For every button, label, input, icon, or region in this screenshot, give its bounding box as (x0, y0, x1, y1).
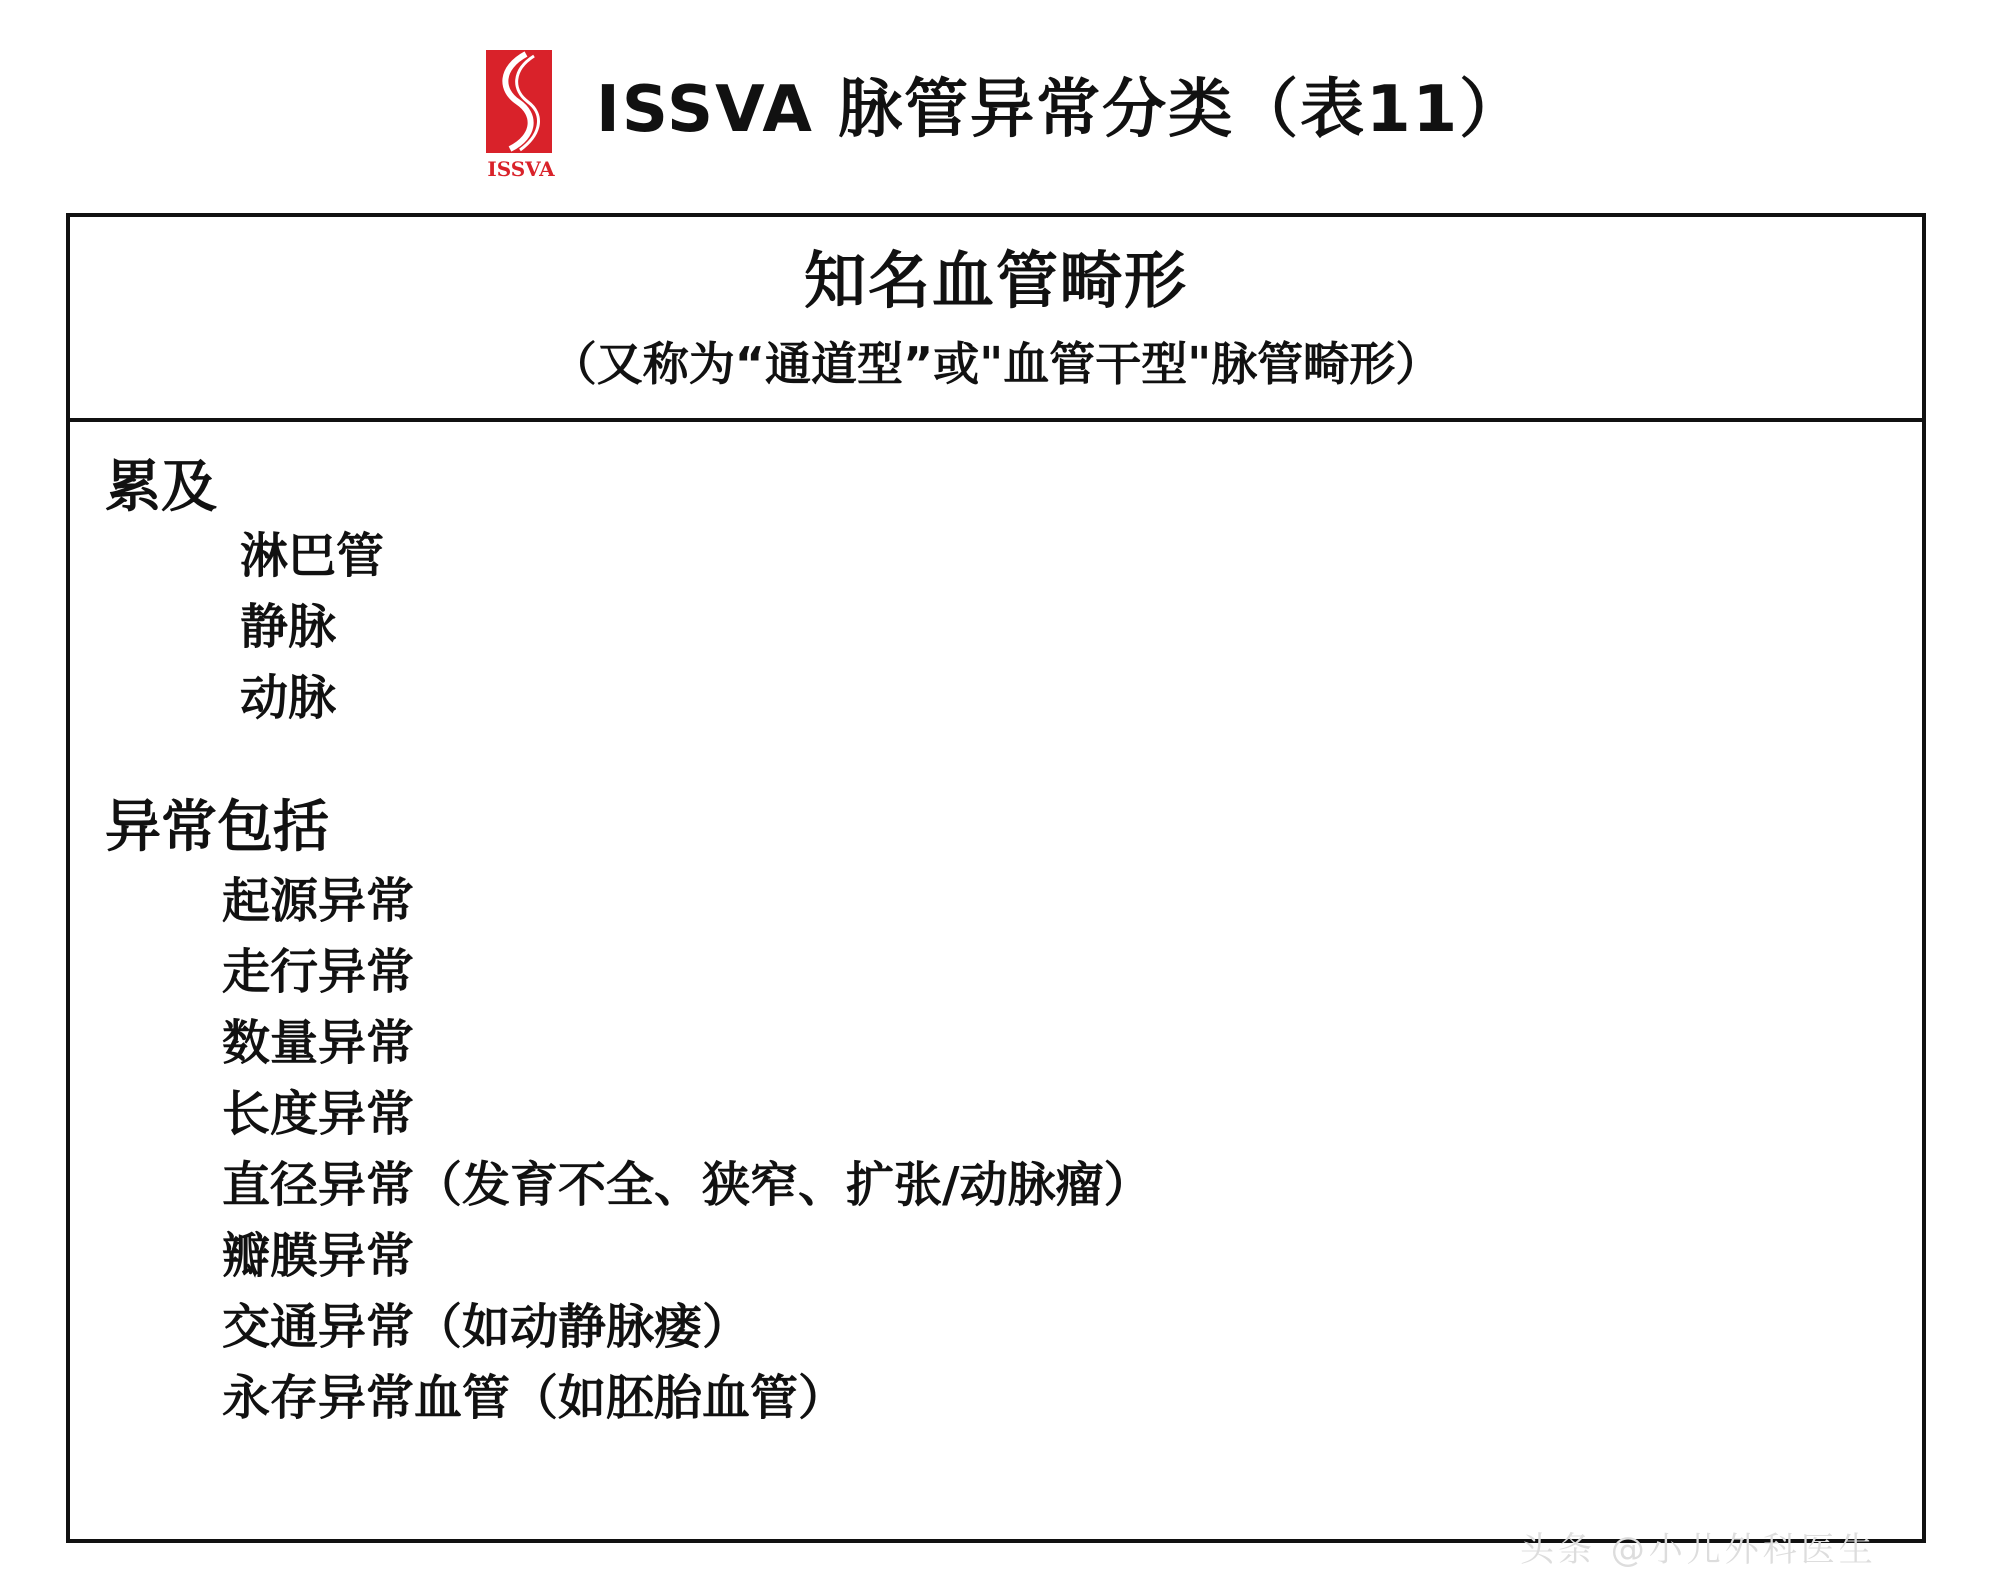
page-header (0, 40, 2000, 190)
table-body (70, 422, 1922, 1543)
list-item: 瓣膜异常 (222, 1228, 415, 1284)
classification-table (66, 213, 1926, 1543)
table-subtitle: （又称为“通道型”或"血管干型"脉管畸形） (550, 337, 1442, 391)
list-item: 长度异常 (222, 1086, 415, 1142)
list-item: 交通异常（如动静脉瘘） (222, 1299, 751, 1355)
list-item: 数量异常 (222, 1015, 415, 1071)
section-heading-involves: 累及 (105, 455, 217, 520)
logo-text: ISSVA (487, 157, 555, 181)
table-title: 知名血管畸形 (803, 244, 1188, 317)
list-item: 走行异常 (222, 944, 415, 1000)
section-heading-anomalies: 异常包括 (105, 795, 329, 860)
issva-logo (482, 50, 562, 185)
list-item: 起源异常 (222, 873, 415, 929)
issva-logo-mark-icon (486, 50, 552, 153)
list-item: 永存异常血管（如胚胎血管） (222, 1370, 847, 1426)
list-item: 静脉 (240, 599, 337, 655)
watermark: 头条 @小儿外科医生 (1520, 1530, 1877, 1570)
list-item: 动脉 (240, 670, 337, 726)
list-item: 淋巴管 (240, 528, 385, 584)
list-item: 直径异常（发育不全、狭窄、扩张/动脉瘤） (222, 1157, 1152, 1213)
page-title: ISSVA 脉管异常分类（表11） (596, 73, 1526, 147)
table-header (70, 217, 1922, 422)
